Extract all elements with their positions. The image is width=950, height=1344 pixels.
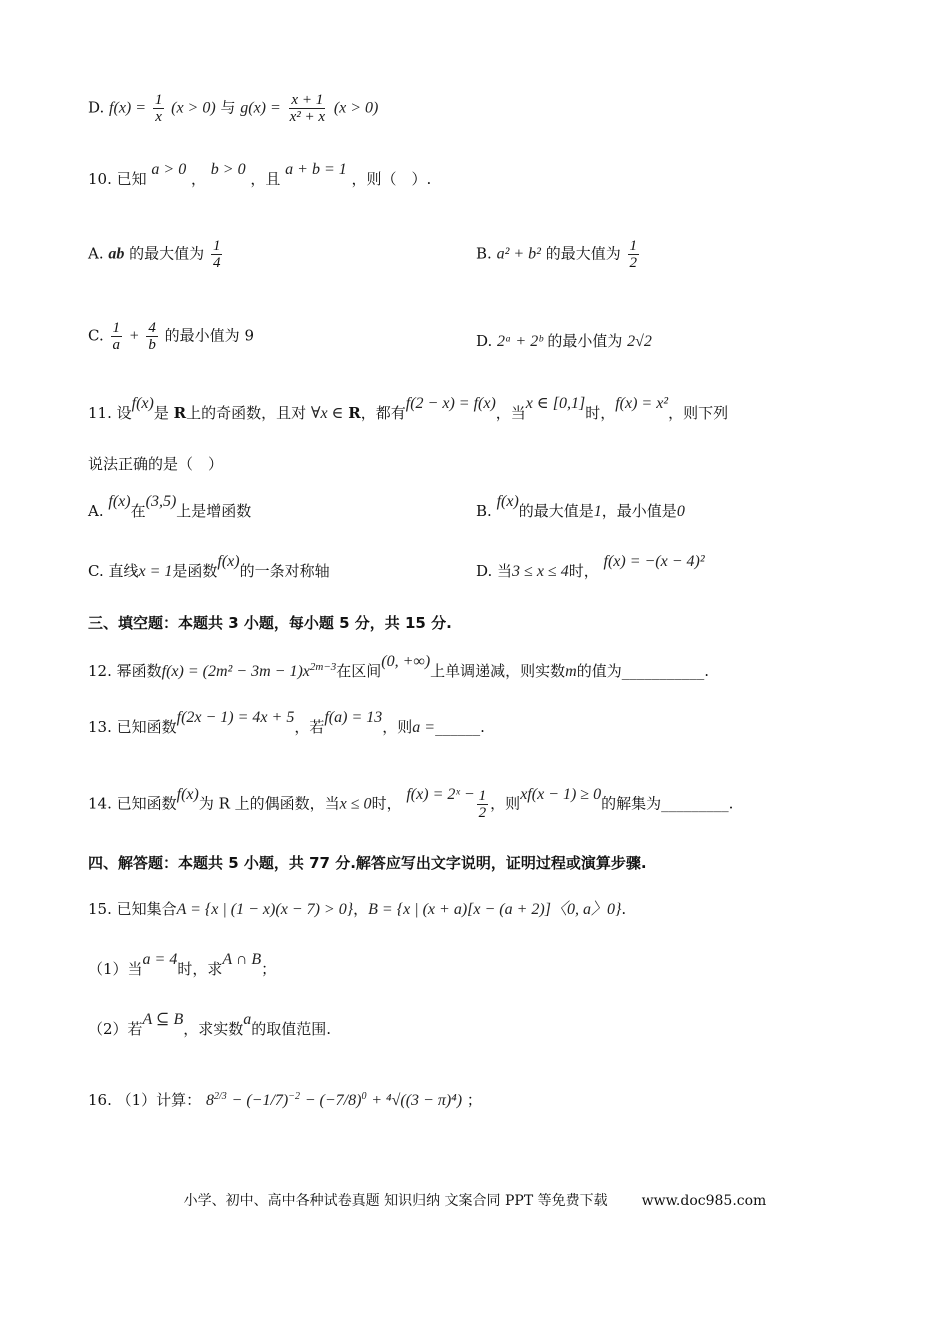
- text: ，则下列: [668, 404, 729, 422]
- math-expr: a > 0: [151, 161, 187, 178]
- option-label: A.: [88, 502, 104, 520]
- text: ，: [353, 900, 369, 918]
- q15-stem: [88, 898, 626, 921]
- fraction: [288, 92, 327, 125]
- page-footer: [0, 1190, 950, 1210]
- math-expr: f(x): [217, 553, 240, 570]
- math-expr: x = 1: [138, 563, 173, 580]
- fraction: [211, 238, 223, 271]
- fraction: [111, 320, 123, 353]
- question-number: 16. （1）计算：: [88, 1091, 202, 1109]
- question-number: 11. 设: [88, 404, 132, 422]
- math-expr: f(2x − 1) = 4x + 5: [176, 709, 295, 726]
- math-expr: x ∈ [0,1]: [525, 395, 586, 412]
- frac-den: x: [155, 109, 162, 125]
- fraction: [146, 320, 158, 353]
- math-expr: f(x): [108, 493, 131, 510]
- text: .: [621, 900, 627, 918]
- math-expr: b > 0: [210, 161, 246, 178]
- math-expr: f(x) =: [109, 99, 147, 117]
- text: 是函数: [172, 562, 218, 580]
- section-heading-fill-in: 三、填空题：本题共 3 小题，每小题 5 分，共 15 分.: [88, 614, 452, 632]
- q15-part-1: [88, 951, 277, 981]
- math-expr: f(x): [176, 785, 199, 803]
- math-expr: m: [565, 663, 577, 680]
- answer-blank: 的解集为_________.: [601, 794, 734, 813]
- math-expr: (x > 0): [333, 99, 379, 117]
- math-expr: f(x) = 2ˣ −: [406, 785, 475, 803]
- text: 时，: [568, 562, 599, 580]
- math-expr: a: [243, 1011, 252, 1028]
- math-expr: +: [128, 327, 140, 345]
- text: R: [173, 404, 187, 422]
- q11-option-c: [88, 553, 330, 583]
- text: 的取值范围.: [251, 1020, 332, 1038]
- q9-option-d: [88, 92, 378, 125]
- text: 的最大值是: [518, 502, 594, 520]
- math-expr: B = {x | (x + a)[x − (a + 2)]〈0, a〉0}: [368, 901, 622, 918]
- fraction: [628, 238, 640, 271]
- math-expr: xf(x − 1) ≥ 0: [520, 785, 602, 803]
- value: 1: [593, 503, 602, 520]
- math-expr: − (−7/8): [304, 1092, 362, 1109]
- frac-den: 2: [478, 805, 487, 821]
- math-exponent: 0: [361, 1091, 367, 1102]
- text: 与: [220, 98, 236, 117]
- question-number: 15. 已知集合: [88, 900, 177, 918]
- question-number: 12. 幂函数: [88, 662, 162, 680]
- q15-part-2: [88, 1011, 332, 1041]
- q10-option-a: [88, 238, 224, 271]
- math-expr: ab: [108, 245, 125, 263]
- text: ；: [466, 1091, 482, 1109]
- option-label: A.: [88, 244, 104, 263]
- text: ，最小值是: [601, 502, 677, 520]
- q10-option-c: [88, 320, 254, 353]
- math-expr: A ∩ B: [222, 951, 262, 968]
- frac-num: 1: [112, 320, 120, 336]
- option-label: C. 直线: [88, 562, 139, 580]
- fraction: [153, 92, 165, 125]
- q10-option-b: [476, 238, 641, 271]
- option-label: D.: [88, 98, 105, 117]
- math-expr: + ⁴√((3 − π)⁴): [371, 1092, 463, 1109]
- math-expr: g(x) =: [240, 99, 281, 117]
- frac-den: 2: [629, 255, 638, 271]
- option-label: B.: [476, 244, 492, 263]
- math-expr: f(x) = −(x − 4)²: [603, 553, 705, 570]
- q11-option-a: [88, 493, 252, 523]
- math-expr: 8: [205, 1092, 214, 1109]
- math-exponent: −2: [288, 1091, 300, 1102]
- text: 上的奇函数，且对: [186, 404, 307, 422]
- math-expr: (x > 0): [171, 99, 216, 117]
- text: （1）当: [88, 960, 143, 978]
- question-number: 10. 已知: [88, 170, 147, 188]
- math-expr: A ⊆ B: [142, 1011, 184, 1028]
- q13: [88, 709, 485, 739]
- math-expr: (3,5): [145, 493, 177, 510]
- math-expr: a + b = 1: [285, 161, 347, 178]
- q11-option-d: [476, 553, 705, 583]
- question-number: 13. 已知函数: [88, 718, 177, 736]
- math-expr: − (−1/7): [231, 1092, 289, 1109]
- text: ，: [190, 170, 206, 188]
- math-expr: a =: [412, 719, 436, 736]
- text: ，都有: [360, 404, 406, 422]
- text: ，当: [495, 404, 526, 422]
- text: 是: [153, 404, 169, 422]
- text: 时，求: [177, 960, 223, 978]
- q10-stem: [88, 161, 432, 191]
- text: 的最大值为: [129, 244, 205, 263]
- math-expr: A = {x | (1 − x)(x − 7) > 0}: [176, 901, 354, 918]
- text: ，则: [382, 718, 413, 736]
- footer-text: 小学、初中、高中各种试卷真题 知识归纳 文案合同 PPT 等免费下载: [183, 1193, 608, 1209]
- frac-den: 4: [212, 255, 221, 271]
- math-expr: f(x): [131, 395, 154, 412]
- text: 上单调递减，则实数: [430, 662, 566, 680]
- option-label: C.: [88, 326, 104, 345]
- text: ，且: [250, 170, 281, 188]
- math-expr: f(a) = 13: [324, 709, 383, 726]
- frac-num: 1: [212, 238, 221, 254]
- text: 的最大值为: [545, 244, 621, 263]
- frac-num: 4: [148, 320, 156, 336]
- q11-stem: [88, 395, 729, 425]
- frac-den: a: [112, 337, 120, 353]
- text: 的最小值为: [547, 332, 623, 350]
- math-expr: (0, +∞): [381, 653, 431, 670]
- answer-blank: ______.: [435, 718, 485, 736]
- text: ，若: [294, 718, 325, 736]
- text: 的最小值为: [164, 326, 240, 345]
- footer-site-link[interactable]: www.doc985.com: [641, 1193, 767, 1209]
- section-heading-solutions: 四、解答题：本题共 5 小题，共 77 分.解答应写出文字说明，证明过程或演算步骤.: [88, 854, 647, 872]
- text: （2）若: [88, 1020, 143, 1038]
- math-expr: 3 ≤ x ≤ 4: [512, 563, 569, 580]
- text: 的一条对称轴: [239, 562, 330, 580]
- text: ；: [261, 960, 277, 978]
- math-exponent: 2m−3: [309, 661, 337, 673]
- option-label: D. 当: [476, 562, 513, 580]
- math-expr: f(2 − x) = f(x): [405, 395, 496, 412]
- text: ，则（ ）.: [351, 170, 432, 188]
- math-expr: ∀x ∈: [310, 405, 344, 422]
- math-expr: x ≤ 0: [339, 795, 372, 813]
- q14: [88, 785, 734, 821]
- value: 0: [676, 503, 685, 520]
- q10-option-d: [476, 330, 652, 353]
- answer-blank: 的值为___________.: [576, 662, 709, 680]
- math-expr: 2√2: [627, 333, 652, 350]
- text: 时，: [585, 404, 616, 422]
- text: 在: [130, 502, 146, 520]
- text: 为 R 上的偶函数，当: [198, 794, 340, 813]
- frac-num: x + 1: [291, 92, 324, 108]
- math-expr: a² + b²: [496, 245, 541, 263]
- q12: [88, 653, 709, 683]
- q11-stem-line2: 说法正确的是（ ）: [88, 455, 224, 473]
- option-label: D.: [476, 332, 493, 350]
- text: 在区间: [336, 662, 382, 680]
- text: ，求实数: [183, 1020, 244, 1038]
- math-expr: a = 4: [142, 951, 178, 968]
- text: 上是增函数: [176, 502, 252, 520]
- option-label: B.: [476, 502, 492, 520]
- math-expr: f(x) = x²: [615, 395, 669, 412]
- frac-den: b: [148, 337, 156, 353]
- question-number: 14. 已知函数: [88, 794, 177, 813]
- math-expr: 2ᵃ + 2ᵇ: [497, 333, 543, 350]
- frac-num: 1: [629, 238, 638, 254]
- value: 9: [244, 326, 254, 345]
- math-expr: f(x) = (2m² − 3m − 1)x: [161, 663, 310, 680]
- frac-num: 1: [154, 92, 163, 108]
- fraction: [477, 788, 489, 821]
- text: R: [348, 404, 361, 422]
- frac-den: x² + x: [289, 109, 326, 125]
- q16-part-1: [88, 1086, 482, 1112]
- frac-num: 1: [478, 788, 487, 804]
- text: 时，: [371, 794, 402, 813]
- q11-option-b: [476, 493, 685, 523]
- text: ，则: [490, 794, 521, 813]
- math-exponent: 2/3: [213, 1091, 227, 1102]
- math-expr: f(x): [496, 493, 519, 510]
